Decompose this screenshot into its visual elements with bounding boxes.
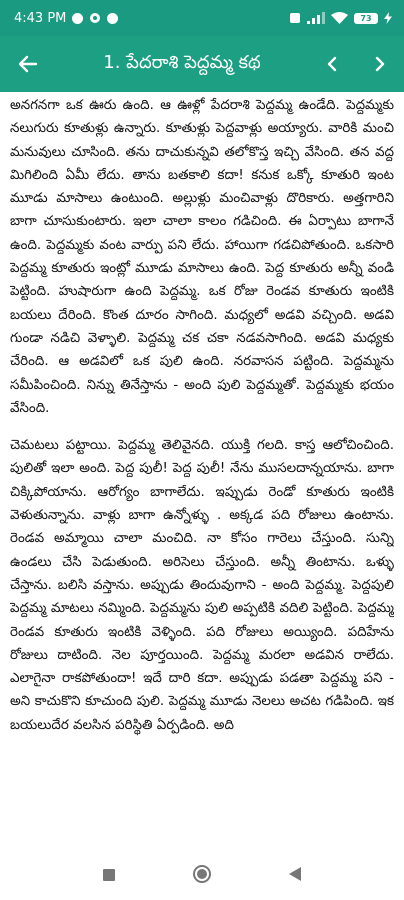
back-nav-button[interactable]	[288, 866, 302, 886]
recents-button[interactable]	[102, 867, 116, 886]
page-title: 1. పేదరాశి పెద్దమ్మ కథ	[103, 51, 261, 73]
status-right	[289, 12, 392, 24]
triangle-back-icon	[288, 866, 302, 882]
story-paragraph-1: అనగనగా ఒక ఊరు ఉంది. ఆ ఊళ్లో పేదరాశి పెద్దమ్మ ఉండేది. పెద్దమ్మకు నలుగురు కూతుళ్లు ఉన్నారు. కూతుళ్లు పెద్దవాళ్లు అయ్యారు. వారికి మంచి మనువులు చూసింది. తను దాచుకున్నవి తలోకొస్త ఇచ్చి వేసింది. తన వద్ద మిగిలింది ఏమీ లేదు. తాను బతకాలి కదా! కనుక ఒక్కో కూతురి ఇంట మూడు మాసాలు ఉంటుంది. అల్లుళ్లు మంచివాళ్లు దొరికారు. అత్తగారిని బాగా చూసుకుంటారు. ఇలా చాలా కాలం గడిచింది. ఈ ఏర్పాటు బాగానే ఉంది. పెద్దమ్మకు వంట వార్పు పని లేదు. హాయిగా గడచిపోతుంది. ఒకసారి పెద్దమ్మ కూతురు ఇంట్లో మూడు మాసాలు ఉంది. పెద్ద కూతురు అన్నీ వండి పెట్టింది. హుషారుగా ఉంది పెద్దమ్మ. ఒక రోజు రెండవ కూతురు ఇంటికి బయలు దేరింది. కొంత దూరం సాగింది. మధ్యలో అడవి వచ్చింది. అడవి గుండా నడిచి వెళ్ళాలి. పెద్దమ్మ చక చకా నడవసాగింది. అడవి మధ్యకు చేరింది. ఆ అడవిలో ఒక పులి ఉంది. నరవాసన పట్టింది. పెద్దమ్మను సమీపించింది. నిన్ను తినేస్తాను - అంది పులి పెద్దమ్మతో. పెద్దమ్మకు భయం వేసింది.	[10, 98, 394, 416]
previous-story-button[interactable]	[308, 36, 356, 92]
notification-dot-icon	[72, 13, 83, 24]
status-bar	[0, 0, 404, 36]
home-button[interactable]	[192, 864, 212, 888]
battery-icon	[354, 13, 378, 24]
back-button[interactable]	[0, 36, 56, 92]
chevron-left-icon	[326, 56, 338, 72]
next-story-button[interactable]	[356, 36, 404, 92]
arrow-left-icon	[18, 54, 38, 74]
battery-level: 73	[354, 13, 378, 24]
app-notification-icon	[107, 13, 118, 24]
story-content[interactable]	[10, 94, 394, 848]
chevron-right-icon	[374, 56, 386, 72]
sim-icon	[289, 12, 301, 24]
system-nav-bar	[0, 852, 404, 900]
gear-icon	[89, 12, 101, 24]
charging-icon	[384, 12, 392, 24]
app-bar	[0, 36, 404, 92]
status-left	[14, 11, 118, 26]
signal-icon	[307, 12, 325, 24]
wifi-icon	[331, 12, 348, 24]
story-paragraph-2: చెమటలు పట్టాయి. పెద్దమ్మ తెలివైనది. యుక్తి గలది. కాస్త ఆలోచించింది. పులితో ఇలా అంది. పెద్ద పులీ! పెద్ద పులీ! నేను ముసలదాన్నయాను. బాగా చిక్కిపోయాను. ఆరోగ్యం బాగాలేదు. ఇప్పుడు రెండో కూతురు ఇంటికి వెళుతున్నాను. వాళ్లు బాగా ఉన్నోళ్ళు . అక్కడ పది రోజులు ఉంటాను. రెండవ అమ్మాయి చాలా మంచిది. నా కోసం గారెలు చేస్తుంది. సున్ని ఉండలు చేసి పెడుతుంది. అరిసెలు చేస్తుంది. అన్నీ తింటాను. ఒళ్ళు చేస్తాను. బలిసి వస్తాను. అప్పుడు తిందువుగాని - అంది పెద్దమ్మ. పెద్దపులి పెద్దమ్మ మాటలు నమ్మింది. పెద్దమ్మను పులి అప్పటికి వదిలి పెట్టింది. పెద్దమ్మ రెండవ కూతురు ఇంటికి వెళ్ళింది. పది రోజులు అయ్యింది. పదిహేను రోజులు దాటింది. నెల పూర్తయింది. పెద్దమ్మ మరలా అడవిన రాలేదు. ఎలాగైనా రాకపోతుందా! ఇదే దారి కదా. అప్పుడు పడతా పెద్దమ్మ పని - అని కాచుకొని కూచుంది పులి. పెద్దమ్మ మూడు నెలలు అచట గడిపింది. ఇక బయలుదేర వలసిన పరిస్థితి ఏర్పడింది. అది	[10, 438, 394, 733]
circle-icon	[192, 864, 212, 884]
status-time: 4:43 PM	[14, 10, 67, 26]
square-icon	[102, 868, 116, 882]
